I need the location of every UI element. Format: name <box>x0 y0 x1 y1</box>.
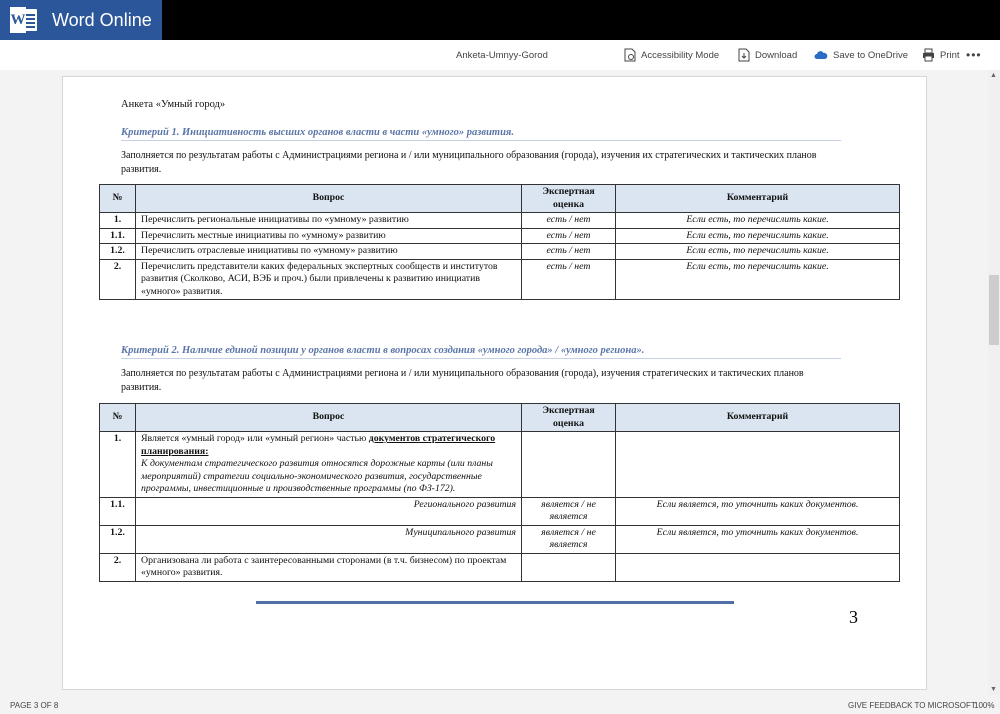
download-icon <box>738 48 750 62</box>
table-row <box>100 213 900 229</box>
vertical-scrollbar[interactable] <box>988 70 1000 695</box>
row-rating: является / не является <box>522 497 616 525</box>
row-number: 1. <box>100 432 136 498</box>
save-to-onedrive-button[interactable] <box>814 48 908 62</box>
col-rating-header: Экспертная оценка <box>522 185 616 213</box>
row-comment: Если есть, то перечислить какие. <box>616 259 900 300</box>
feedback-link[interactable]: GIVE FEEDBACK TO MICROSOFT <box>848 701 976 710</box>
criterion2-table <box>99 403 900 582</box>
title-bar <box>0 0 1000 40</box>
row-question: Перечислить представители каких федеральных экспертных сообществ и институтов развития (Сколково, АСИ, ВЭБ и проч.) были привлечены к развитию инициатив «умного» развития. <box>136 259 522 300</box>
question-text: Является «умный город» или «умный регион» частью <box>141 433 369 444</box>
row-question: Перечислить отраслевые инициативы по «умному» развитию <box>136 244 522 260</box>
row-comment: Если является, то уточнить каких документов. <box>616 497 900 525</box>
document-name[interactable]: Anketa-Umnyy-Gorod <box>456 50 548 61</box>
question-note: К документам стратегического развития относятся дорожные карты (или планы мероприятий) стратегии социально-экономического развития, государственные программы, инвестиционные и производственные программы (по ФЗ-172). <box>141 458 493 494</box>
row-question <box>136 432 522 498</box>
more-options-button[interactable]: ••• <box>966 48 982 62</box>
download-button[interactable] <box>738 48 797 62</box>
row-comment: Если есть, то перечислить какие. <box>616 213 900 229</box>
col-question-header: Вопрос <box>136 404 522 432</box>
row-number: 1.2. <box>100 244 136 260</box>
accessibility-icon <box>624 48 636 62</box>
row-rating: есть / нет <box>522 259 616 300</box>
table-header-row <box>100 404 900 432</box>
row-number: 2. <box>100 553 136 581</box>
scroll-thumb[interactable] <box>989 275 999 345</box>
app-brand[interactable] <box>0 0 162 40</box>
command-bar <box>0 40 1000 70</box>
row-question: Организована ли работа с заинтересованными сторонами (в т.ч. бизнесом) по проектам «умного» развития. <box>136 553 522 581</box>
col-number-header: № <box>100 404 136 432</box>
criterion1-instructions: Заполняется по результатам работы с Администрациями региона и / или муниципального образования (города), изучения их стратегических и тактических планов развития. <box>121 150 817 175</box>
row-rating: является / не является <box>522 525 616 553</box>
col-rating-header: Экспертная оценка <box>522 404 616 432</box>
row-comment: Если является, то уточнить каких документов. <box>616 525 900 553</box>
row-comment: Если есть, то перечислить какие. <box>616 228 900 244</box>
word-logo-icon: W <box>10 6 38 34</box>
col-comment-header: Комментарий <box>616 185 900 213</box>
row-number: 2. <box>100 259 136 300</box>
row-question: Муниципального развития <box>136 525 522 553</box>
row-rating <box>522 432 616 498</box>
row-number: 1. <box>100 213 136 229</box>
table-row <box>100 244 900 260</box>
page-number: 3 <box>849 607 858 627</box>
col-question-header: Вопрос <box>136 185 522 213</box>
status-bar <box>0 695 1000 714</box>
download-label: Download <box>755 49 798 61</box>
zoom-level[interactable]: 100% <box>974 701 995 710</box>
print-label: Print <box>940 49 960 61</box>
row-rating: есть / нет <box>522 228 616 244</box>
table-row <box>100 497 900 525</box>
question-underlined-text: документов стратегического планирования: <box>141 433 496 457</box>
row-question: Перечислить региональные инициативы по «умному» развитию <box>136 213 522 229</box>
col-number-header: № <box>100 185 136 213</box>
onedrive-cloud-icon <box>814 48 828 62</box>
table-row <box>100 525 900 553</box>
row-question: Регионального развития <box>136 497 522 525</box>
table-row <box>100 432 900 498</box>
app-name: Word Online <box>52 9 152 30</box>
row-rating <box>522 553 616 581</box>
criterion2-instructions: Заполняется по результатам работы с Администрациями региона и / или муниципального образования (города), изучения стратегических и тактических планов развития. <box>121 368 804 393</box>
accessibility-mode-button[interactable] <box>624 48 719 62</box>
table-row <box>100 259 900 300</box>
document-page <box>62 76 927 690</box>
scroll-up-icon[interactable]: ▲ <box>990 72 997 79</box>
table-header-row <box>100 185 900 213</box>
criterion1-table <box>99 184 900 300</box>
col-comment-header: Комментарий <box>616 404 900 432</box>
scroll-down-icon[interactable]: ▼ <box>990 686 997 693</box>
print-button[interactable] <box>922 48 960 62</box>
row-comment <box>616 553 900 581</box>
table-row <box>100 553 900 581</box>
page-indicator: PAGE 3 OF 8 <box>10 701 59 710</box>
row-rating: есть / нет <box>522 244 616 260</box>
criterion1-heading: Критерий 1. Инициативность высших органов власти в части «умного» развития. <box>121 127 841 141</box>
footer-divider <box>256 601 734 604</box>
save-onedrive-label: Save to OneDrive <box>833 49 908 61</box>
row-comment <box>616 432 900 498</box>
criterion2-heading: Критерий 2. Наличие единой позиции у органов власти в вопросах создания «умного города» / «умного региона». <box>121 345 841 359</box>
row-comment: Если есть, то перечислить какие. <box>616 244 900 260</box>
accessibility-label: Accessibility Mode <box>641 49 720 61</box>
row-number: 1.1. <box>100 228 136 244</box>
row-number: 1.1. <box>100 497 136 525</box>
table-row <box>100 228 900 244</box>
row-question: Перечислить местные инициативы по «умному» развитию <box>136 228 522 244</box>
row-rating: есть / нет <box>522 213 616 229</box>
row-number: 1.2. <box>100 525 136 553</box>
document-title: Анкета «Умный город» <box>121 99 226 110</box>
printer-icon <box>922 48 935 62</box>
